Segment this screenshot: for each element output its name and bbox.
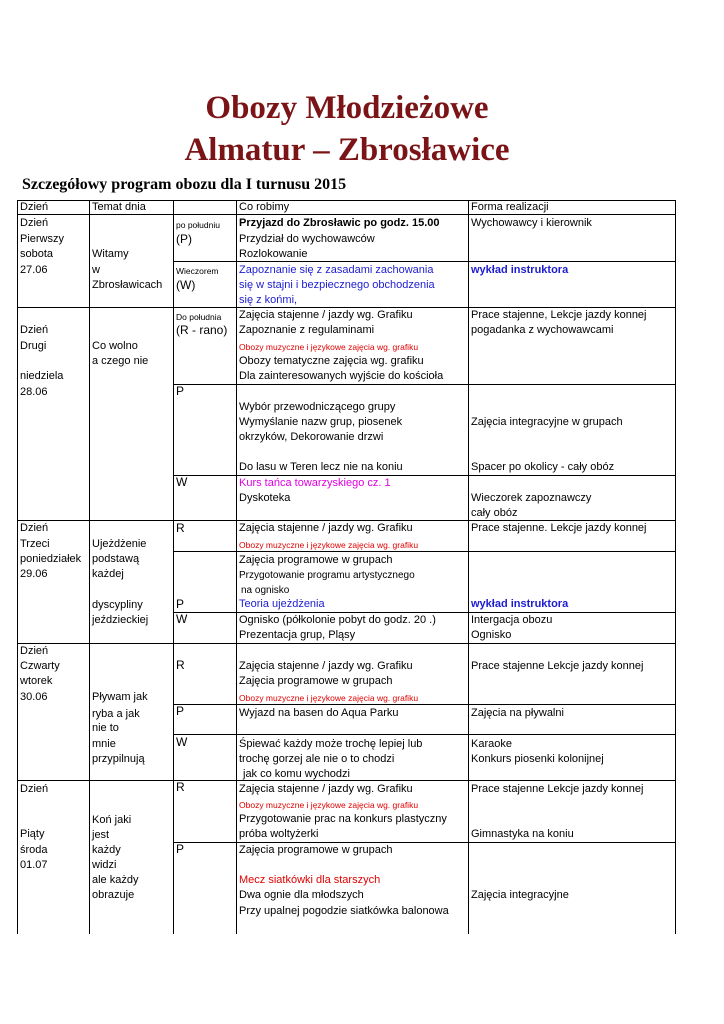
header-day: Dzień (20, 201, 49, 213)
activity: Zajęcia stajenne / jazdy wg. Grafiku (239, 522, 413, 534)
day-theme: obrazuje (92, 889, 135, 901)
day-label: wtorek (20, 675, 53, 687)
day-theme: jest (92, 829, 110, 841)
time-label: P (176, 384, 185, 398)
day-label: Dzień (20, 217, 49, 229)
form: Zajęcia integracyjne (471, 889, 569, 901)
day-theme: przypilnują (92, 753, 145, 765)
time-label: Do południa (176, 312, 222, 322)
day-label: Dzień (20, 522, 49, 534)
activity: Wyjazd na basen do Aqua Parku (239, 707, 399, 719)
activity: Zajęcia programowe w grupach (239, 675, 393, 687)
activity: Przygotowanie programu artystycznego (239, 570, 415, 581)
form: Prace stajenne. Lekcje jazdy konnej (471, 522, 647, 534)
activity: Do lasu w Teren lecz nie na koniu (239, 461, 403, 473)
time-label: po południu (176, 220, 220, 230)
day-label: Pierwszy (20, 233, 65, 245)
activity: Rozlokowanie (239, 248, 308, 260)
time-label: R (176, 521, 185, 535)
form: Spacer po okolicy - cały obóz (471, 461, 615, 473)
activity: Dla zainteresowanych wyjście do kościoła (239, 370, 444, 382)
activity: próba woltyżerki (239, 828, 319, 840)
day-label: sobota (20, 248, 54, 260)
activity: Zapoznanie się z zasadami zachowania (239, 264, 434, 276)
day-theme: Ujeżdżenie (92, 538, 147, 550)
page-title-line-2: Almatur – Zbrosławice (184, 132, 510, 168)
day-label: Trzeci (20, 538, 50, 550)
time-label: W (176, 612, 188, 626)
activity: Wymyślanie nazw grup, piosenek (239, 416, 403, 428)
day-theme: dyscypliny (92, 599, 143, 611)
time-label: P (176, 842, 185, 856)
day-theme: Witamy (92, 248, 129, 260)
activity: Teoria ujeżdżenia (239, 598, 325, 610)
activity: Dwa ognie dla młodszych (239, 889, 364, 901)
form: cały obóz (471, 507, 518, 519)
page-title: Obozy Młodzieżowe (205, 90, 489, 126)
day-date: 29.06 (20, 568, 48, 580)
activity: Przyjazd do Zbrosławic po godz. 15.00 (239, 217, 440, 229)
form: Intergacja obozu (471, 614, 553, 626)
day-date: 28.06 (20, 386, 48, 398)
activity: Obozy muzyczne i językowe zajęcia wg. grafiku (239, 540, 419, 550)
activity: Ognisko (półkolonie pobyt do godz. 20 .) (239, 614, 436, 626)
day-date: 27.06 (20, 264, 48, 276)
activity: na ognisko (241, 585, 290, 596)
form: pogadanka z wychowawcami (471, 324, 614, 336)
form: Karaoke (471, 738, 512, 750)
form: Konkurs piosenki kolonijnej (471, 753, 604, 765)
activity: Prezentacja grup, Pląsy (239, 629, 356, 641)
header-activities: Co robimy (239, 201, 290, 213)
activity: Przydział do wychowawców (239, 233, 375, 245)
activity: Dyskoteka (239, 492, 291, 504)
activity: Zajęcia stajenne / jazdy wg. Grafiku (239, 309, 413, 321)
activity: jak co komu wychodzi (243, 768, 350, 780)
activity: Zajęcia programowe w grupach (239, 554, 393, 566)
day-label: Dzień (20, 645, 49, 657)
day-label: Drugi (20, 340, 47, 352)
time-label: (W) (176, 278, 196, 292)
time-label: P (176, 597, 185, 611)
day-theme: w (92, 264, 100, 276)
day-theme: widzi (92, 859, 117, 871)
form: Wieczorek zapoznawczy (471, 492, 592, 504)
form: Zajęcia na pływalni (471, 707, 564, 719)
activity: Zapoznanie z regulaminami (239, 324, 375, 336)
day-theme: nie to (92, 722, 119, 734)
day-theme: podstawą (92, 553, 140, 565)
time-label: P (176, 704, 185, 718)
subtitle: Szczegółowy program obozu dla I turnusu 2015 (22, 176, 347, 193)
time-label: W (176, 735, 188, 749)
day-theme: jeździeckiej (92, 614, 149, 626)
form: Zajęcia integracyjne w grupach (471, 416, 623, 428)
activity: Przygotowanie prac na konkurs plastyczny (239, 813, 447, 825)
day-label: środa (20, 844, 48, 856)
header-form: Forma realizacji (471, 201, 549, 213)
activity: Obozy tematyczne zajęcia wg. grafiku (239, 355, 424, 367)
form: Prace stajenne Lekcje jazdy konnej (471, 660, 644, 672)
time-label: R (176, 780, 185, 794)
form: wykład instruktora (471, 264, 569, 276)
day-theme: Koń jaki (92, 814, 132, 826)
form: wykład instruktora (471, 598, 569, 610)
activity: Kurs tańca towarzyskiego cz. 1 (239, 477, 391, 489)
day-theme: mnie (92, 738, 116, 750)
time-label: Wieczorem (176, 266, 219, 276)
day-theme: Pływam jak (92, 691, 148, 703)
activity: Przy upalnej pogodzie siatkówka balonowa (239, 905, 449, 917)
day-theme: każdy (92, 844, 121, 856)
form: Prace stajenne Lekcje jazdy konnej (471, 783, 644, 795)
activity: się w stajni i bezpiecznego obchodzenia (239, 279, 435, 291)
day-label: Czwarty (20, 660, 60, 672)
activity: Zajęcia stajenne / jazdy wg. Grafiku (239, 783, 413, 795)
activity: Zajęcia stajenne / jazdy wg. Grafiku (239, 660, 413, 672)
time-label: R (176, 658, 185, 672)
activity: Mecz siatkówki dla starszych (239, 874, 381, 886)
day-theme: ale każdy (92, 874, 139, 886)
day-date: 30.06 (20, 691, 48, 703)
time-label: (R - rano) (176, 323, 228, 337)
activity: Obozy muzyczne i językowe zajęcia wg. grafiku (239, 342, 419, 352)
day-theme: Zbrosławicach (92, 279, 163, 291)
form: Wychowawcy i kierownik (471, 217, 592, 229)
activity: Obozy muzyczne i językowe zajęcia wg. grafiku (239, 800, 419, 810)
activity: Obozy muzyczne i językowe zajęcia wg. grafiku (239, 693, 419, 703)
activity: okrzyków, Dekorowanie drzwi (239, 431, 384, 443)
activity: się z końmi, (239, 294, 298, 306)
day-theme: każdej (92, 568, 124, 580)
day-label: niedziela (20, 370, 64, 382)
day-theme: a czego nie (92, 355, 149, 367)
day-label: Dzień (20, 783, 49, 795)
day-label: poniedziałek (20, 553, 82, 565)
day-label: Dzień (20, 324, 49, 336)
day-label: Piąty (20, 828, 45, 840)
activity: Wybór przewodniczącego grupy (239, 401, 396, 413)
day-theme: ryba a jak (92, 708, 140, 720)
day-date: 01.07 (20, 859, 48, 871)
day-theme: Co wolno (92, 340, 138, 352)
activity: trochę gorzej ale nie o to chodzi (239, 753, 395, 765)
form: Prace stajenne, Lekcje jazdy konnej (471, 309, 647, 321)
time-label: W (176, 475, 188, 489)
time-label: (P) (176, 232, 192, 246)
form: Gimnastyka na koniu (471, 828, 574, 840)
form: Ognisko (471, 629, 512, 641)
activity: Śpiewać każdy może trochę lepiej lub (239, 738, 423, 750)
header-theme: Temat dnia (92, 201, 146, 213)
activity: Zajęcia programowe w grupach (239, 844, 393, 856)
